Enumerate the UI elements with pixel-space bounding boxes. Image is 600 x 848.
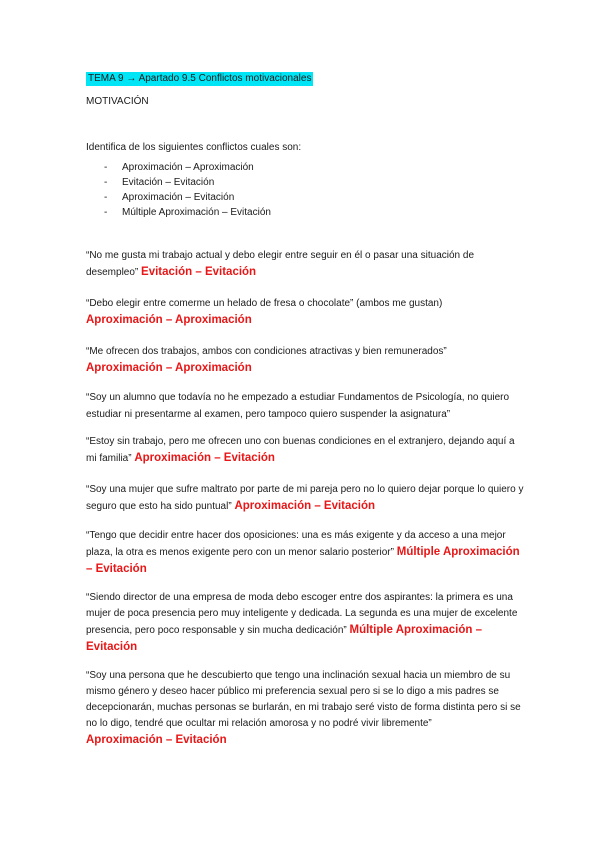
exercise-item <box>86 482 526 515</box>
exercise-answer: Evitación – Evitación <box>141 266 257 278</box>
option-item: - Aproximación – Evitación <box>86 190 271 205</box>
option-item: - Aproximación – Aproximación <box>86 160 271 175</box>
exercise-text: “Soy una persona que he descubierto que tengo una inclinación sexual hacia un miembro de su mismo género y deseo hacer público mi preferencia sexual pero si se lo digo a mis padres se decepcionarán, muchas personas se burlarán, en mi trabajo seré visto de forma distinta pero si se no lo digo, tendré que ocultar mi relación amorosa y no podré vivir libremente” <box>86 670 521 729</box>
document-title: TEMA 9 → Apartado 9.5 Conflictos motivacionales <box>88 73 312 84</box>
exercise-item <box>86 434 526 467</box>
exercise-text: “Soy una mujer que sufre maltrato por parte de mi pareja pero no lo quiero dejar porque lo quiero y seguro que esto ha sido puntual” <box>86 484 524 512</box>
exercise-text: “Tengo que decidir entre hacer dos oposiciones: una es más exigente y da acceso a una mejor plaza, la otra es menos exigente pero con un menor salario posterior” <box>86 530 506 558</box>
exercise-text: “Soy un alumno que todavía no he empezado a estudiar Fundamentos de Psicología, no quiero estudiar ni presentarme al examen, pero tampoco quiero suspender la asignatura” <box>86 392 510 420</box>
exercise-item <box>86 390 526 423</box>
exercise-text: “Estoy sin trabajo, pero me ofrecen uno con buenas condiciones en el extranjero, dejando aquí a mi familia” <box>86 436 515 464</box>
option-item: - Múltiple Aproximación – Evitación <box>86 205 271 220</box>
exercise-item <box>86 344 526 377</box>
document-subtitle: MOTIVACIÓN <box>86 96 149 107</box>
exercise-answer: Múltiple Aproximación – Evitación <box>86 624 482 653</box>
exercise-text: “Me ofrecen dos trabajos, ambos con condiciones atractivas y bien remunerados” <box>86 346 447 357</box>
instructions: Identifica de los siguientes conflictos cuales son: <box>86 142 302 153</box>
exercise-answer: Aproximación – Evitación <box>86 734 227 746</box>
exercise-item <box>86 248 526 281</box>
option-item: - Evitación – Evitación <box>86 175 271 190</box>
exercise-item <box>86 668 526 749</box>
exercise-text: “No me gusta mi trabajo actual y debo elegir entre seguir en él o pasar una situación de desempleo” <box>86 250 475 278</box>
exercise-answer: Aproximación – Evitación <box>234 500 376 512</box>
exercise-answer: Múltiple Aproximación – Evitación <box>86 546 520 575</box>
exercise-text: “Siendo director de una empresa de moda debo escoger entre dos aspirantes: la primera es una mujer de poca presencia pero muy inteligente y dedicada. La segunda es una mujer de excelente presencia, pero poco responsable y sin mucha dedicación” <box>86 592 518 636</box>
exercise-answer: Aproximación – Aproximación <box>86 362 252 374</box>
conflict-options-list <box>86 160 271 220</box>
exercise-text: “Debo elegir entre comerme un helado de fresa o chocolate” (ambos me gustan) <box>86 298 443 309</box>
exercise-item <box>86 296 526 329</box>
exercise-answer: Aproximación – Aproximación <box>86 314 252 326</box>
exercise-item <box>86 528 526 578</box>
exercise-answer: Aproximación – Evitación <box>134 452 275 464</box>
exercise-item <box>86 590 526 656</box>
